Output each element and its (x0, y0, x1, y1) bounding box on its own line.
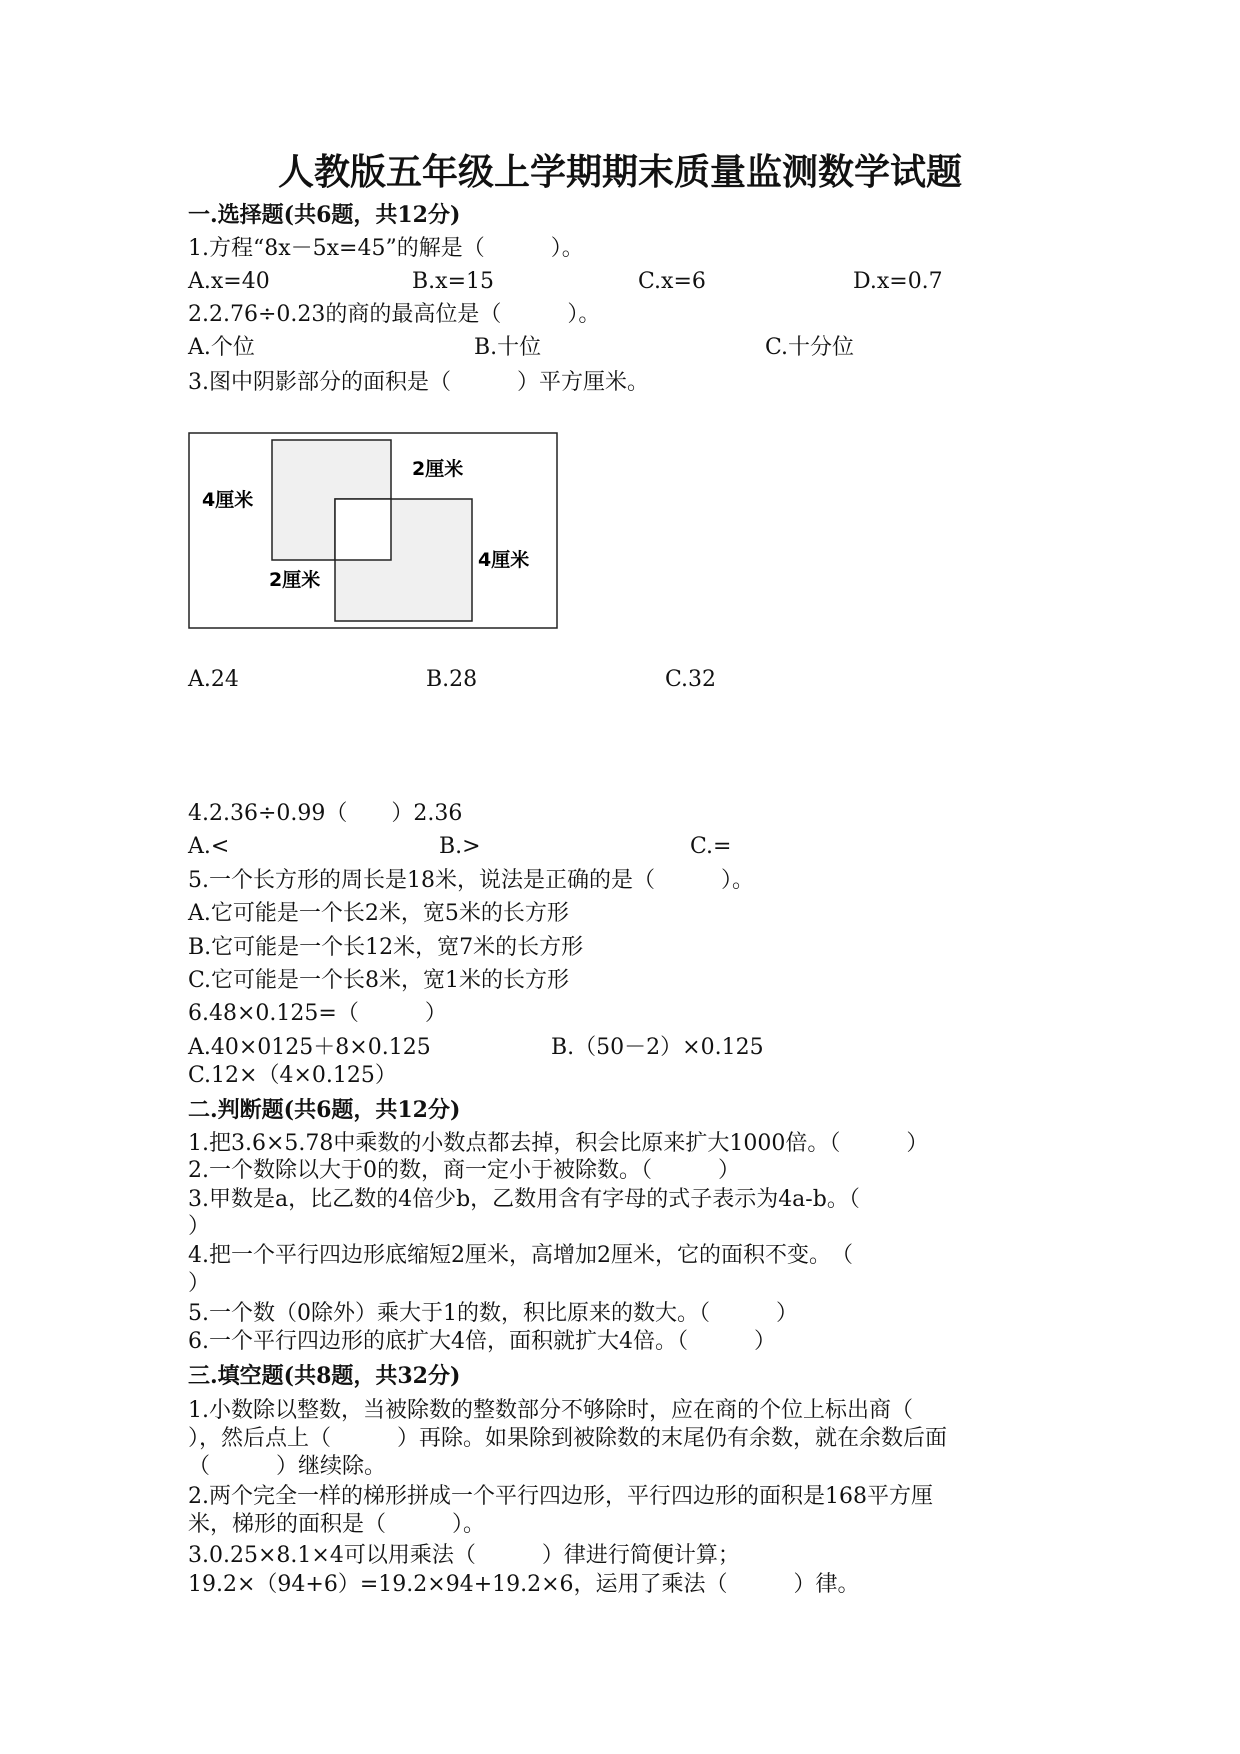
question-3-option-b: B.28 (426, 667, 478, 692)
figure-label-top-right: 2厘米 (412, 458, 464, 480)
question-2-option-b: B.十位 (474, 335, 542, 360)
fill-in-line: ），然后点上（ ）再除。如果除到被除数的末尾仍有余数，就在余数后面 (188, 1426, 948, 1451)
question-1-option-b: B.x=15 (412, 269, 494, 294)
question-3-option-c: C.32 (665, 667, 717, 692)
question-5-option-c: C.它可能是一个长8米，宽1米的长方形 (188, 968, 570, 993)
page-title: 人教版五年级上学期期末质量监测数学试题 (277, 151, 962, 193)
question-4-option-a: A.< (188, 834, 230, 859)
judgement-item: 4.把一个平行四边形底缩短2厘米，高增加2厘米，它的面积不变。 （ (188, 1243, 853, 1268)
question-5-option-b: B.它可能是一个长12米，宽7米的长方形 (188, 935, 584, 960)
judgement-item: 3.甲数是a，比乙数的4倍少b，乙数用含有字母的式子表示为4a-b。（ (188, 1187, 860, 1212)
question-6-option-c: C.12×（4×0.125） (188, 1063, 397, 1088)
question-2-stem: 2.2.76÷0.23的商的最高位是（ ）。 (188, 302, 601, 327)
figure-label-bottom-left: 2厘米 (269, 569, 321, 591)
section-heading-fill-in: 三.填空题(共8题，共32分) (188, 1363, 461, 1389)
fill-in-line: （ ）继续除。 (188, 1454, 387, 1479)
question-2-option-a: A.个位 (188, 335, 255, 360)
judgement-item-continuation: ） (188, 1271, 211, 1296)
question-6-stem: 6.48×0.125=（ ） (188, 1001, 447, 1026)
question-1-stem: 1.方程“8x－5x=45”的解是（ ）。 (188, 236, 584, 261)
judgement-item-continuation: ） (188, 1214, 211, 1239)
overlapping-squares-figure (188, 432, 560, 630)
question-5-stem: 5.一个长方形的周长是18米，说法是正确的是（ ）。 (188, 868, 754, 893)
question-1-option-a: A.x=40 (188, 269, 270, 294)
question-1-option-c: C.x=6 (638, 269, 706, 294)
judgement-item: 1.把3.6×5.78中乘数的小数点都去掉，积会比原来扩大1000倍。（ ） (188, 1131, 929, 1156)
question-1-option-d: D.x=0.7 (853, 269, 943, 294)
fill-in-line: 1.小数除以整数，当被除数的整数部分不够除时，应在商的个位上标出商（ (188, 1398, 913, 1423)
question-4-option-c: C.= (690, 834, 732, 859)
overlap-unshaded (335, 499, 391, 560)
question-3-option-a: A.24 (188, 667, 239, 692)
question-4-stem: 4.2.36÷0.99（ ）2.36 (188, 801, 463, 826)
fill-in-line: 2.两个完全一样的梯形拼成一个平行四边形，平行四边形的面积是168平方厘 (188, 1484, 933, 1509)
judgement-item: 2.一个数除以大于0的数，商一定小于被除数。（ ） (188, 1158, 740, 1183)
section-heading-judgement: 二.判断题(共6题，共12分) (188, 1097, 461, 1123)
figure-label-right: 4厘米 (478, 549, 530, 571)
question-4-option-b: B.> (439, 834, 481, 859)
judgement-item: 5.一个数（0除外）乘大于1的数，积比原来的数大。（ ） (188, 1301, 798, 1326)
question-6-option-a: A.40×0125＋8×0.125 (188, 1035, 431, 1060)
question-6-option-b: B.（50－2）×0.125 (551, 1035, 764, 1060)
fill-in-line: 19.2×（94+6）=19.2×94+19.2×6，运用了乘法（ ）律。 (188, 1572, 860, 1597)
section-heading-choice: 一.选择题(共6题，共12分) (188, 202, 461, 228)
question-2-option-c: C.十分位 (765, 335, 855, 360)
judgement-item: 6.一个平行四边形的底扩大4倍，面积就扩大4倍。（ ） (188, 1329, 776, 1354)
fill-in-line: 米，梯形的面积是（ ）。 (188, 1512, 486, 1537)
question-3-stem: 3.图中阴影部分的面积是（ ）平方厘米。 (188, 370, 649, 395)
figure-label-left: 4厘米 (202, 489, 254, 511)
question-5-option-a: A.它可能是一个长2米，宽5米的长方形 (188, 901, 569, 926)
fill-in-line: 3.0.25×8.1×4可以用乘法（ ）律进行简便计算； (188, 1543, 740, 1568)
